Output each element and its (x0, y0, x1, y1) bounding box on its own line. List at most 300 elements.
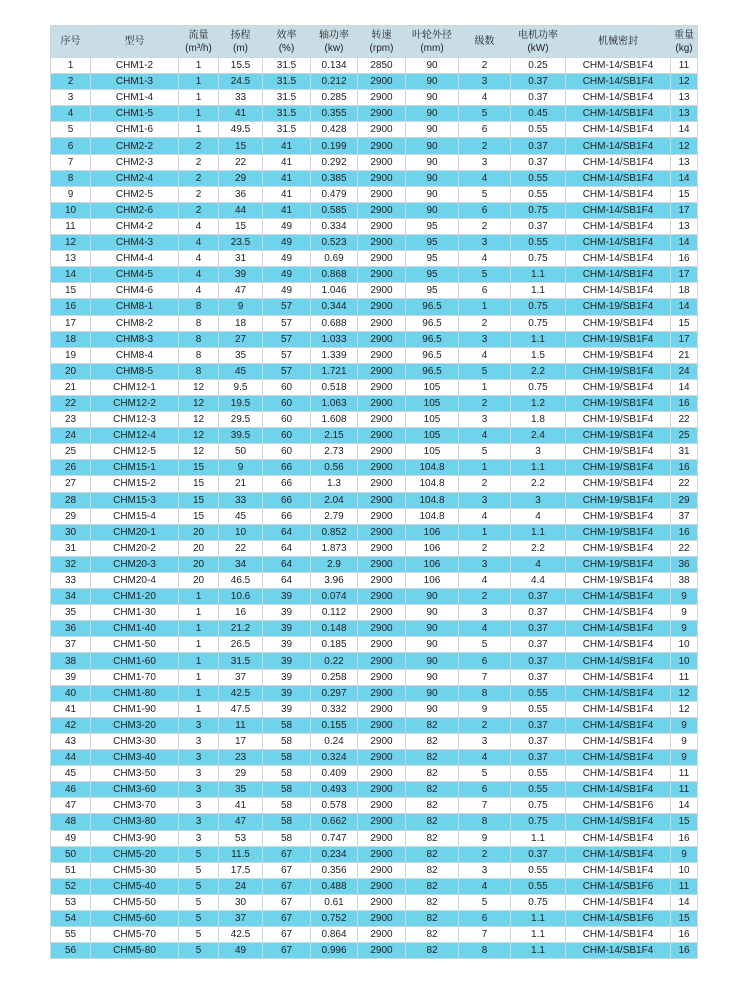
cell-stages: 6 (459, 202, 511, 218)
cell-speed: 2900 (358, 202, 406, 218)
cell-stages: 3 (459, 412, 511, 428)
cell-motor-power: 1.1 (511, 830, 566, 846)
cell-stages: 6 (459, 782, 511, 798)
cell-index: 35 (51, 605, 91, 621)
cell-impeller-diameter: 90 (406, 106, 459, 122)
cell-mechanical-seal: CHM-14/SB1F4 (566, 846, 671, 862)
cell-weight: 10 (671, 637, 698, 653)
cell-impeller-diameter: 90 (406, 154, 459, 170)
table-row (51, 202, 698, 218)
cell-stages: 5 (459, 637, 511, 653)
cell-stages: 1 (459, 524, 511, 540)
cell-stages: 2 (459, 315, 511, 331)
cell-mechanical-seal: CHM-14/SB1F4 (566, 202, 671, 218)
cell-head: 42.5 (219, 927, 263, 943)
cell-stages: 4 (459, 508, 511, 524)
cell-mechanical-seal: CHM-14/SB1F4 (566, 653, 671, 669)
cell-impeller-diameter: 90 (406, 605, 459, 621)
cell-impeller-diameter: 82 (406, 927, 459, 943)
cell-impeller-diameter: 90 (406, 685, 459, 701)
cell-speed: 2900 (358, 363, 406, 379)
cell-mechanical-seal: CHM-19/SB1F4 (566, 299, 671, 315)
cell-weight: 17 (671, 202, 698, 218)
cell-flow: 12 (179, 379, 219, 395)
cell-impeller-diameter: 95 (406, 235, 459, 251)
cell-stages: 4 (459, 90, 511, 106)
cell-index: 20 (51, 363, 91, 379)
column-label: 级数 (474, 36, 495, 47)
cell-speed: 2900 (358, 492, 406, 508)
cell-shaft-power: 0.518 (311, 379, 358, 395)
table-row (51, 379, 698, 395)
cell-flow: 1 (179, 58, 219, 74)
cell-speed: 2900 (358, 122, 406, 138)
cell-flow: 3 (179, 717, 219, 733)
cell-impeller-diameter: 90 (406, 621, 459, 637)
cell-speed: 2900 (358, 315, 406, 331)
cell-efficiency: 58 (263, 766, 311, 782)
cell-weight: 14 (671, 894, 698, 910)
cell-motor-power: 4 (511, 508, 566, 524)
cell-motor-power: 2.2 (511, 476, 566, 492)
table-row (51, 508, 698, 524)
cell-weight: 31 (671, 444, 698, 460)
cell-mechanical-seal: CHM-14/SB1F4 (566, 637, 671, 653)
cell-weight: 22 (671, 540, 698, 556)
cell-index: 16 (51, 299, 91, 315)
table-row (51, 444, 698, 460)
table-row (51, 106, 698, 122)
cell-model: CHM5-30 (91, 862, 179, 878)
cell-impeller-diameter: 96.5 (406, 347, 459, 363)
cell-impeller-diameter: 90 (406, 58, 459, 74)
cell-stages: 9 (459, 830, 511, 846)
cell-model: CHM1-70 (91, 669, 179, 685)
cell-stages: 8 (459, 814, 511, 830)
cell-flow: 5 (179, 878, 219, 894)
cell-head: 24 (219, 878, 263, 894)
cell-shaft-power: 0.752 (311, 910, 358, 926)
cell-flow: 20 (179, 540, 219, 556)
column-label: 型号 (124, 36, 145, 47)
column-header-speed (358, 26, 406, 58)
cell-flow: 1 (179, 74, 219, 90)
table-row (51, 315, 698, 331)
cell-index: 22 (51, 395, 91, 411)
cell-head: 35 (219, 782, 263, 798)
table-row (51, 556, 698, 572)
cell-impeller-diameter: 96.5 (406, 331, 459, 347)
cell-head: 23 (219, 750, 263, 766)
column-unit: (kg) (675, 42, 693, 54)
cell-index: 31 (51, 540, 91, 556)
cell-speed: 2900 (358, 379, 406, 395)
cell-index: 30 (51, 524, 91, 540)
cell-impeller-diameter: 90 (406, 74, 459, 90)
cell-efficiency: 58 (263, 733, 311, 749)
cell-model: CHM1-40 (91, 621, 179, 637)
cell-efficiency: 66 (263, 492, 311, 508)
cell-mechanical-seal: CHM-14/SB1F4 (566, 605, 671, 621)
cell-efficiency: 66 (263, 476, 311, 492)
cell-head: 22 (219, 540, 263, 556)
cell-mechanical-seal: CHM-19/SB1F4 (566, 395, 671, 411)
table-row (51, 894, 698, 910)
cell-flow: 2 (179, 202, 219, 218)
cell-stages: 4 (459, 428, 511, 444)
cell-weight: 16 (671, 395, 698, 411)
cell-speed: 2900 (358, 943, 406, 959)
cell-head: 39 (219, 267, 263, 283)
cell-head: 29 (219, 766, 263, 782)
cell-model: CHM3-90 (91, 830, 179, 846)
cell-stages: 5 (459, 766, 511, 782)
cell-impeller-diameter: 90 (406, 701, 459, 717)
cell-motor-power: 1.1 (511, 331, 566, 347)
cell-efficiency: 58 (263, 814, 311, 830)
column-label: 电机功率 (518, 29, 558, 41)
cell-shaft-power: 0.134 (311, 58, 358, 74)
cell-motor-power: 0.55 (511, 862, 566, 878)
cell-shaft-power: 0.199 (311, 138, 358, 154)
cell-motor-power: 0.75 (511, 798, 566, 814)
cell-stages: 5 (459, 186, 511, 202)
cell-efficiency: 41 (263, 202, 311, 218)
cell-speed: 2900 (358, 235, 406, 251)
cell-speed: 2900 (358, 251, 406, 267)
cell-motor-power: 0.37 (511, 589, 566, 605)
cell-efficiency: 60 (263, 428, 311, 444)
cell-shaft-power: 0.56 (311, 460, 358, 476)
cell-shaft-power: 0.428 (311, 122, 358, 138)
cell-stages: 2 (459, 846, 511, 862)
cell-speed: 2900 (358, 444, 406, 460)
cell-flow: 15 (179, 492, 219, 508)
table-row (51, 846, 698, 862)
cell-head: 27 (219, 331, 263, 347)
cell-impeller-diameter: 82 (406, 830, 459, 846)
cell-speed: 2900 (358, 170, 406, 186)
table-row (51, 170, 698, 186)
cell-speed: 2900 (358, 862, 406, 878)
cell-flow: 1 (179, 90, 219, 106)
cell-shaft-power: 2.73 (311, 444, 358, 460)
cell-head: 15.5 (219, 58, 263, 74)
cell-flow: 1 (179, 621, 219, 637)
cell-head: 36 (219, 186, 263, 202)
cell-model: CHM1-30 (91, 605, 179, 621)
cell-mechanical-seal: CHM-19/SB1F4 (566, 540, 671, 556)
column-label: 效率 (276, 29, 297, 41)
cell-flow: 12 (179, 444, 219, 460)
column-unit: (m) (233, 42, 248, 54)
cell-mechanical-seal: CHM-14/SB1F4 (566, 669, 671, 685)
table-row (51, 669, 698, 685)
table-row (51, 798, 698, 814)
cell-flow: 2 (179, 170, 219, 186)
cell-flow: 8 (179, 315, 219, 331)
table-row (51, 653, 698, 669)
cell-index: 37 (51, 637, 91, 653)
cell-flow: 20 (179, 524, 219, 540)
cell-efficiency: 67 (263, 927, 311, 943)
cell-mechanical-seal: CHM-14/SB1F4 (566, 750, 671, 766)
cell-shaft-power: 0.258 (311, 669, 358, 685)
cell-index: 52 (51, 878, 91, 894)
column-header-flow (179, 26, 219, 58)
cell-model: CHM1-4 (91, 90, 179, 106)
cell-efficiency: 41 (263, 186, 311, 202)
cell-flow: 3 (179, 814, 219, 830)
cell-index: 34 (51, 589, 91, 605)
cell-head: 46.5 (219, 573, 263, 589)
cell-motor-power: 0.55 (511, 170, 566, 186)
cell-stages: 5 (459, 894, 511, 910)
cell-efficiency: 60 (263, 444, 311, 460)
cell-speed: 2900 (358, 685, 406, 701)
cell-stages: 7 (459, 927, 511, 943)
cell-impeller-diameter: 90 (406, 170, 459, 186)
cell-mechanical-seal: CHM-14/SB1F4 (566, 782, 671, 798)
cell-motor-power: 0.37 (511, 621, 566, 637)
table-row (51, 186, 698, 202)
cell-shaft-power: 0.852 (311, 524, 358, 540)
table-row (51, 460, 698, 476)
cell-index: 2 (51, 74, 91, 90)
cell-efficiency: 60 (263, 395, 311, 411)
column-header-mechanical-seal (566, 26, 671, 58)
cell-flow: 1 (179, 653, 219, 669)
cell-shaft-power: 0.868 (311, 267, 358, 283)
cell-stages: 5 (459, 267, 511, 283)
cell-flow: 1 (179, 589, 219, 605)
cell-shaft-power: 0.332 (311, 701, 358, 717)
cell-motor-power: 4.4 (511, 573, 566, 589)
cell-model: CHM8-3 (91, 331, 179, 347)
cell-head: 49.5 (219, 122, 263, 138)
cell-motor-power: 0.37 (511, 154, 566, 170)
cell-efficiency: 41 (263, 138, 311, 154)
cell-weight: 21 (671, 347, 698, 363)
cell-shaft-power: 0.662 (311, 814, 358, 830)
cell-stages: 4 (459, 573, 511, 589)
cell-speed: 2900 (358, 717, 406, 733)
cell-weight: 13 (671, 90, 698, 106)
cell-flow: 5 (179, 894, 219, 910)
cell-index: 11 (51, 218, 91, 234)
cell-impeller-diameter: 105 (406, 395, 459, 411)
column-label: 轴功率 (319, 29, 349, 41)
table-row (51, 910, 698, 926)
cell-flow: 1 (179, 669, 219, 685)
cell-shaft-power: 0.688 (311, 315, 358, 331)
table-row (51, 573, 698, 589)
cell-efficiency: 67 (263, 862, 311, 878)
cell-index: 25 (51, 444, 91, 460)
cell-shaft-power: 0.297 (311, 685, 358, 701)
cell-flow: 3 (179, 782, 219, 798)
cell-stages: 6 (459, 283, 511, 299)
cell-mechanical-seal: CHM-19/SB1F4 (566, 347, 671, 363)
cell-speed: 2900 (358, 653, 406, 669)
cell-mechanical-seal: CHM-14/SB1F4 (566, 943, 671, 959)
cell-stages: 1 (459, 299, 511, 315)
cell-shaft-power: 1.608 (311, 412, 358, 428)
cell-impeller-diameter: 90 (406, 186, 459, 202)
cell-motor-power: 2.2 (511, 540, 566, 556)
cell-stages: 4 (459, 621, 511, 637)
cell-motor-power: 0.75 (511, 202, 566, 218)
cell-speed: 2900 (358, 476, 406, 492)
cell-stages: 4 (459, 170, 511, 186)
cell-efficiency: 58 (263, 830, 311, 846)
cell-mechanical-seal: CHM-19/SB1F4 (566, 460, 671, 476)
cell-model: CHM2-5 (91, 186, 179, 202)
cell-efficiency: 41 (263, 154, 311, 170)
cell-efficiency: 57 (263, 331, 311, 347)
cell-flow: 15 (179, 508, 219, 524)
cell-index: 41 (51, 701, 91, 717)
cell-flow: 8 (179, 363, 219, 379)
cell-stages: 3 (459, 492, 511, 508)
cell-flow: 5 (179, 910, 219, 926)
table-row (51, 218, 698, 234)
cell-flow: 5 (179, 862, 219, 878)
cell-model: CHM5-40 (91, 878, 179, 894)
cell-shaft-power: 2.04 (311, 492, 358, 508)
cell-shaft-power: 0.344 (311, 299, 358, 315)
cell-index: 49 (51, 830, 91, 846)
cell-efficiency: 31.5 (263, 58, 311, 74)
cell-head: 17 (219, 733, 263, 749)
header-row (51, 26, 698, 58)
table-row (51, 733, 698, 749)
cell-motor-power: 1.1 (511, 524, 566, 540)
cell-stages: 2 (459, 476, 511, 492)
cell-flow: 4 (179, 267, 219, 283)
cell-speed: 2900 (358, 90, 406, 106)
cell-motor-power: 1.1 (511, 267, 566, 283)
cell-weight: 10 (671, 862, 698, 878)
cell-speed: 2900 (358, 927, 406, 943)
table-row (51, 395, 698, 411)
cell-efficiency: 67 (263, 894, 311, 910)
cell-weight: 13 (671, 218, 698, 234)
cell-head: 53 (219, 830, 263, 846)
column-header-shaft-power (311, 26, 358, 58)
cell-mechanical-seal: CHM-14/SB1F4 (566, 186, 671, 202)
cell-index: 38 (51, 653, 91, 669)
cell-impeller-diameter: 82 (406, 798, 459, 814)
cell-flow: 1 (179, 685, 219, 701)
cell-index: 29 (51, 508, 91, 524)
cell-efficiency: 39 (263, 589, 311, 605)
table-row (51, 862, 698, 878)
cell-head: 15 (219, 218, 263, 234)
cell-motor-power: 0.37 (511, 653, 566, 669)
cell-shaft-power: 0.385 (311, 170, 358, 186)
cell-model: CHM1-2 (91, 58, 179, 74)
cell-stages: 2 (459, 540, 511, 556)
cell-stages: 1 (459, 379, 511, 395)
cell-efficiency: 58 (263, 798, 311, 814)
cell-weight: 14 (671, 122, 698, 138)
cell-weight: 12 (671, 138, 698, 154)
cell-mechanical-seal: CHM-19/SB1F4 (566, 379, 671, 395)
cell-stages: 7 (459, 798, 511, 814)
cell-head: 19.5 (219, 395, 263, 411)
table-row (51, 138, 698, 154)
cell-stages: 2 (459, 218, 511, 234)
cell-weight: 15 (671, 315, 698, 331)
cell-index: 1 (51, 58, 91, 74)
cell-index: 54 (51, 910, 91, 926)
cell-shaft-power: 0.155 (311, 717, 358, 733)
table-row (51, 589, 698, 605)
cell-efficiency: 64 (263, 540, 311, 556)
cell-motor-power: 0.37 (511, 846, 566, 862)
cell-shaft-power: 0.996 (311, 943, 358, 959)
column-label: 扬程 (230, 29, 251, 41)
cell-mechanical-seal: CHM-19/SB1F4 (566, 556, 671, 572)
cell-stages: 4 (459, 347, 511, 363)
cell-model: CHM12-4 (91, 428, 179, 444)
cell-weight: 13 (671, 154, 698, 170)
cell-motor-power: 1.1 (511, 283, 566, 299)
cell-weight: 22 (671, 412, 698, 428)
table-row (51, 363, 698, 379)
cell-impeller-diameter: 82 (406, 717, 459, 733)
cell-speed: 2900 (358, 798, 406, 814)
cell-shaft-power: 0.479 (311, 186, 358, 202)
cell-shaft-power: 0.234 (311, 846, 358, 862)
table-row (51, 524, 698, 540)
cell-motor-power: 0.75 (511, 299, 566, 315)
cell-head: 21.2 (219, 621, 263, 637)
table-row (51, 540, 698, 556)
cell-index: 23 (51, 412, 91, 428)
cell-impeller-diameter: 95 (406, 251, 459, 267)
cell-weight: 14 (671, 798, 698, 814)
cell-flow: 20 (179, 573, 219, 589)
cell-speed: 2900 (358, 701, 406, 717)
cell-motor-power: 1.8 (511, 412, 566, 428)
cell-stages: 3 (459, 862, 511, 878)
cell-motor-power: 0.75 (511, 251, 566, 267)
cell-index: 14 (51, 267, 91, 283)
cell-mechanical-seal: CHM-19/SB1F4 (566, 444, 671, 460)
cell-speed: 2900 (358, 267, 406, 283)
column-header-motor-power (511, 26, 566, 58)
cell-head: 49 (219, 943, 263, 959)
cell-head: 29.5 (219, 412, 263, 428)
cell-efficiency: 31.5 (263, 74, 311, 90)
cell-head: 9 (219, 460, 263, 476)
cell-stages: 5 (459, 363, 511, 379)
cell-head: 30 (219, 894, 263, 910)
table-row (51, 621, 698, 637)
cell-efficiency: 49 (263, 283, 311, 299)
cell-head: 21 (219, 476, 263, 492)
cell-weight: 17 (671, 267, 698, 283)
cell-mechanical-seal: CHM-14/SB1F4 (566, 685, 671, 701)
cell-impeller-diameter: 90 (406, 138, 459, 154)
cell-model: CHM4-3 (91, 235, 179, 251)
table-row (51, 331, 698, 347)
cell-mechanical-seal: CHM-19/SB1F4 (566, 476, 671, 492)
cell-weight: 9 (671, 621, 698, 637)
cell-index: 18 (51, 331, 91, 347)
